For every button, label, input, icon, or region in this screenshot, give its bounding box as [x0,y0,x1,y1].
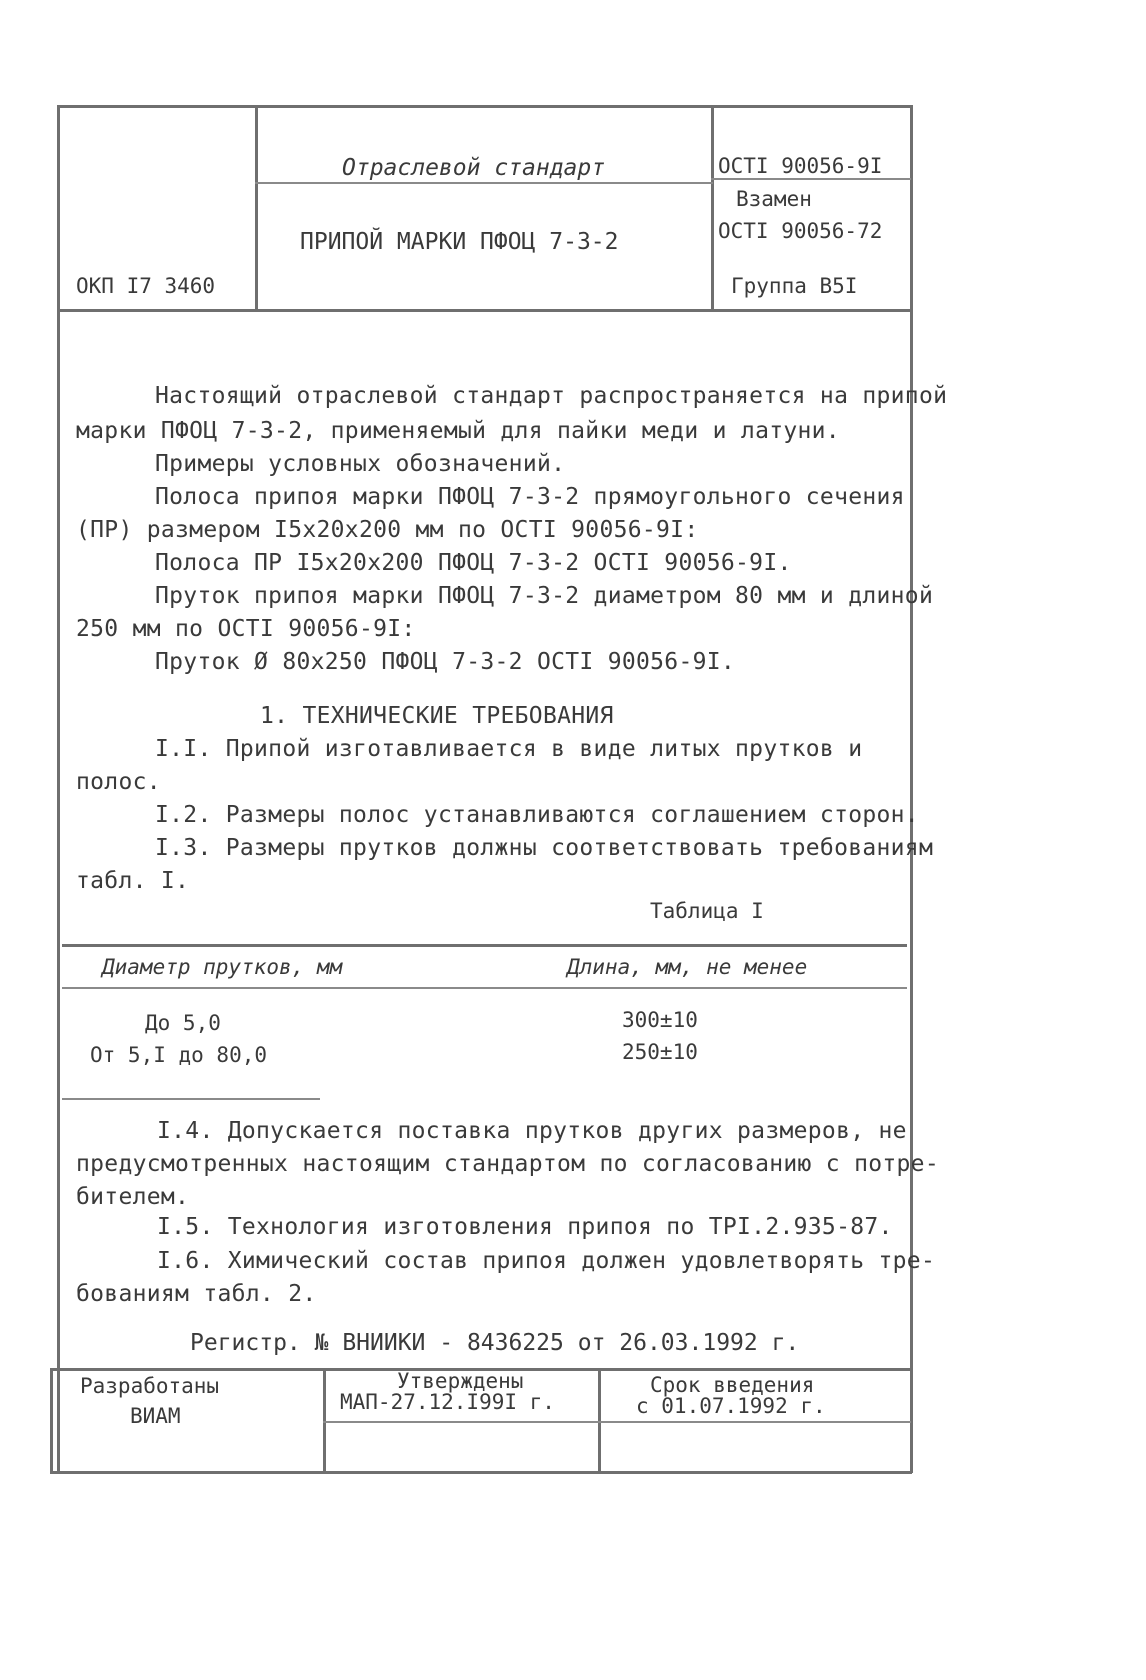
header-number-rule [711,178,911,180]
section-line: I.I. Припой изготавливается в виде литых прутков и [155,736,863,762]
intro-line: 250 мм по ОСТI 90056-9I: [76,616,416,642]
registration-note: Регистр. № ВНИИКИ - 8436225 от 26.03.1992 г. [190,1330,800,1356]
intro-line: марки ПФОЦ 7-3-2, применяемый для пайки меди и латуни. [76,418,840,444]
table-top-rule [62,944,907,947]
table-cell-diameter: От 5,I до 80,0 [90,1043,268,1067]
header-divider-right [711,105,714,310]
table-cell-length: 250±10 [622,1040,698,1064]
document-title: ПРИПОЙ МАРКИ ПФОЦ 7-3-2 [300,229,619,255]
approved-label: Утверждены [397,1369,524,1393]
intro-line: Пруток припоя марки ПФОЦ 7-3-2 диаметром 80 мм и длиной [155,583,934,609]
developed-by: ВИАМ [130,1404,181,1428]
table-cell-length: 300±10 [622,1008,698,1032]
frame-top-line [57,105,913,108]
section-line: I.6. Химический состав припоя должен удовлетворять тре- [157,1248,936,1274]
section-line: табл. I. [76,868,190,894]
footer-bottom-line [50,1471,912,1474]
table-header-diameter: Диаметр прутков, мм [102,955,343,979]
header-bottom-line [57,309,913,312]
header-divider-left [255,105,258,310]
effective-label: Срок введения [650,1373,815,1397]
section-line: I.3. Размеры прутков должны соответствовать требованиям [155,835,934,861]
section-line: I.4. Допускается поставка прутков других размеров, не [157,1118,907,1144]
footer-middle-rule [323,1421,911,1423]
table-header-length: Длина, мм, не менее [567,955,808,979]
replaces-number: ОСТI 90056-72 [718,219,883,243]
intro-line: (ПР) размером I5х20х200 мм по ОСТI 90056-9I: [76,517,699,543]
footer-left-line [50,1368,53,1474]
replaces-label: Взамен [736,187,812,211]
effective-value: с 01.07.1992 г. [636,1394,826,1418]
section-line: полос. [76,769,161,795]
standard-type: Отраслевой стандарт [342,155,606,181]
intro-line: Полоса припоя марки ПФОЦ 7-3-2 прямоугольного сечения [155,484,905,510]
table-bottom-rule [62,1098,320,1100]
table-cell-diameter: До 5,0 [145,1011,221,1035]
approved-value: МАП-27.12.I99I г. [340,1390,555,1414]
intro-line: Полоса ПР I5х20х200 ПФОЦ 7-3-2 ОСТI 90056-9I. [155,550,792,576]
standard-number: ОСТI 90056-9I [718,154,883,178]
okp-code: ОКП I7 3460 [76,274,216,298]
header-title-rule [255,182,713,184]
section-line: I.5. Технология изготовления припоя по ТРI.2.935-87. [157,1214,893,1240]
section-line: предусмотренных настоящим стандартом по согласованию с потре- [76,1151,939,1177]
table-header-rule [62,987,907,989]
section-line: бованиям табл. 2. [76,1281,317,1307]
group-code: Группа В5I [731,274,858,298]
section-line: бителем. [76,1184,190,1210]
intro-line: Пруток Ø 80х250 ПФОЦ 7-3-2 ОСТI 90056-9I. [155,649,736,675]
intro-line: Настоящий отраслевой стандарт распространяется на припой [155,383,948,409]
intro-line: Примеры условных обозначений. [155,451,566,477]
developed-label: Разработаны [80,1374,220,1398]
table-caption: Таблица I [650,899,764,923]
section-heading: 1. ТЕХНИЧЕСКИЕ ТРЕБОВАНИЯ [260,703,614,729]
section-line: I.2. Размеры полос устанавливаются соглашением сторон. [155,802,919,828]
